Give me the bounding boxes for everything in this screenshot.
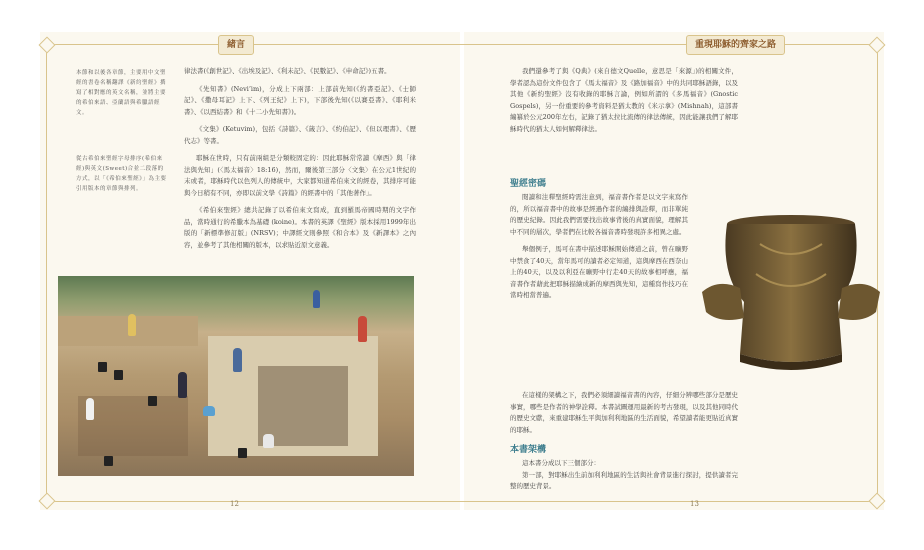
paragraph-torah: 律法書(《創世記》、《出埃及記》、《利未記》、《民數記》、《申命記》)五書。 <box>184 67 391 75</box>
section1-paragraph-1: 閱讀和注釋聖經時需注意到，福音書作者是以文字來寫作的，所以福音書中的故事是經過作者的編排與詮釋，而非單純的歷史紀錄。因此我們需要找出故事背後的真實面貌，理解其中不同的層次，學者們在比較各福音書時發現許多相異之處。 <box>510 193 688 236</box>
worker-figure <box>313 290 320 308</box>
worker-figure <box>86 398 94 420</box>
right-header-tab: 重現耶穌的齊家之路 <box>686 35 785 55</box>
left-page <box>40 32 460 510</box>
worker-figure <box>203 406 215 416</box>
paragraph-sources: 我們還參考了與《Q典》(來自德文Quelle，意思是「來源」)的相關文件，學者認為這份文件包含了《馬太福音》及《路加福音》中的共同耶穌語錄，以及其他《新約聖經》沒有收錄的耶穌言論，例如所謂的《多馬福音》(Gnostic Gospels)，另一份重要的參考資料是猶太教的《米示拿》(Mishnah)，這部書編纂於公元200年左右，記錄了猶太拉比流傳的律法傳統，因此能讓我們了解耶穌時代的猶太人如何解釋律法。 <box>510 67 738 133</box>
bucket <box>114 370 123 380</box>
section1-body <box>510 192 688 308</box>
worker-figure <box>263 434 274 448</box>
worker-figure <box>128 314 136 336</box>
vessel-handle-left <box>702 284 744 320</box>
section2-paragraph-1: 這本書分成以下三個部分： <box>522 459 600 467</box>
section-title-bible-code: 聖經密碼 <box>510 179 547 189</box>
paragraph-prophets: 《先知書》(Nevi’im)，分成上下兩部：上部前先知(《約書亞記》、《士師記》、《撒母耳記》上下、《列王紀》上下)，下部後先知(《以賽亞書》、《耶利米書》、《以西結書》和《十二小先知書》)。 <box>184 84 416 116</box>
section2-paragraph-2: 第一部，對耶穌出生前加利利地區的生活與社會背景進行探討，提供讀者完整的歷史背景。 <box>510 470 738 490</box>
bucket <box>238 448 247 458</box>
section1-paragraph-2: 舉個例子，馬可在書中描述耶穌開始傳道之前，曾在曠野中禁食了40天，當年馬可的讀者必定知道，這與摩西在西奈山上的40天，以及以利亞在曠野中行走40天的故事相呼應，福音書作者藉此把耶穌描繪成新的摩西與先知，這種寫作技巧在當時相當普遍。 <box>510 245 688 299</box>
vessel-handle-right <box>838 284 880 320</box>
paragraph-jesus-era: 耶穌在世時，只有前兩組是分類較固定的：因此耶穌常常讀《摩西》與「律法與先知」(〈馬太福音〉18:16)，然而，爾後第三部分〈文集〉在公元1世紀的末或者，耶穌時代以色列人的傳統中，大家都知道希伯來文的經卷，其排序可能與今日稍有不同，亦即以前文學《詩篇》的經書中的「其他著作」。 <box>184 154 416 197</box>
section1-paragraph-3: 在這樣的架構之下，我們必須細讀福音書的內容，仔細分辨哪些部分是歷史事實，哪些是作者的神學詮釋。本書試圖運用最新的考古發現，以及其他同時代的歷史文獻，來重建耶穌生平與加利利地區的生活面貌，希望讀者能更貼近真實的耶穌。 <box>510 391 738 434</box>
paragraph-translation: 《希伯來聖經》總共記錄了以希伯來文寫成，直到羅馬帝國時期的文字作品，當時通行的希臘本為基礎 (koine)。本書的英譯《聖經》版本採用1999年出版的「新標準修訂版」(NRSV)；中譯經文則參照《和合本》及《新譯本》之內容，並參考了其他相關的版本，以求貼近原文意義。 <box>184 206 416 249</box>
lower-pit <box>78 396 188 456</box>
book-spread <box>40 32 884 510</box>
left-column-text <box>184 66 416 257</box>
right-intro-text <box>510 66 738 141</box>
left-header-tab: 緒言 <box>218 35 254 55</box>
right-page-number: 13 <box>690 500 699 508</box>
section2-body <box>510 458 738 499</box>
paragraph-writings: 《文集》(Ketuvim)，包括《詩篇》、《箴言》、《約伯記》、《但以理書》、《歷代志》等書。 <box>184 125 416 145</box>
bucket <box>104 456 113 466</box>
sidenote-2: 從古希伯來聖經字母排序(希伯來經)與英文(Sweet)合並二段落的方式，以「《希伯來聖經》」為主要引用版本的章節與排列。 <box>76 156 167 192</box>
worker-figure <box>233 348 242 372</box>
worker-figure <box>358 316 367 342</box>
left-page-number: 12 <box>230 500 239 508</box>
vessel-body <box>725 224 856 362</box>
bronze-vessel-image <box>700 214 882 370</box>
worker-figure <box>178 372 187 398</box>
section1-body-wide <box>510 390 738 442</box>
section-title-book-structure: 本書架構 <box>510 445 547 455</box>
bucket <box>98 362 107 372</box>
excavation-site-photo <box>58 276 414 476</box>
bucket <box>148 396 157 406</box>
sidenote-1: 本節和以後各章節，主要用中文聖經的書卷名稱翻譯《新約聖經》撰寫了相對應的英文名稱，並將主要的希伯來語、亞蘭語與希臘語經文。 <box>76 70 167 116</box>
